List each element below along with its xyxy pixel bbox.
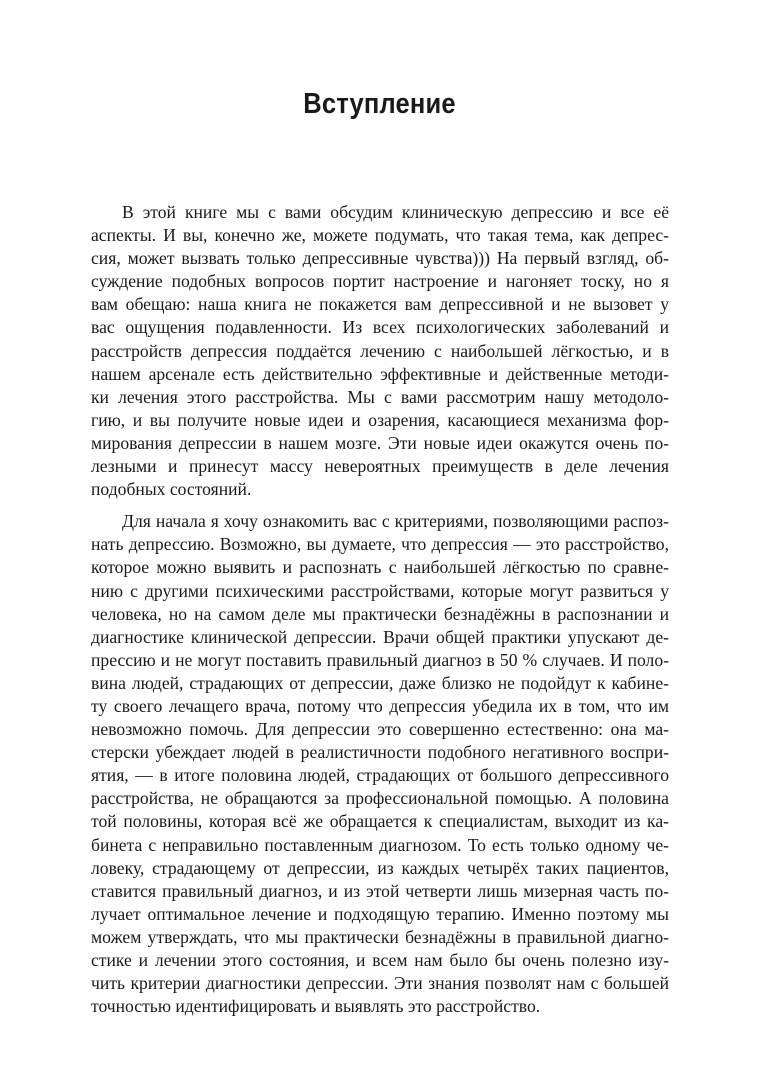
text-line: стерски убеждает людей в реалистичности подобного негативного воспри-: [91, 742, 669, 763]
text-line: лезными и принесут массу невероятных преимуществ в деле лечения: [91, 456, 669, 477]
text-line: бинета с неправильно поставленным диагнозом. То есть только одному че-: [91, 834, 669, 855]
text-line: ятия, — в итоге половина людей, страдающих от большого депрессивного: [91, 765, 669, 786]
text-line: нашем арсенале есть действительно эффективные и действенные методи-: [91, 363, 669, 384]
text-line: подобных состояний.: [91, 479, 252, 500]
text-line: точностью идентифицировать и выявлять это расстройство.: [91, 996, 541, 1017]
paragraph-1: [91, 201, 669, 501]
paragraph-gap: [91, 501, 669, 510]
text-line: расстройства, не обращаются за профессиональной помощью. А половина: [91, 788, 669, 809]
text-line: сия, может вызвать только депрессивные чувства))) На первый взгляд, об-: [91, 248, 669, 269]
paragraph-2: [91, 510, 669, 1018]
text-line: стике и лечении этого состояния, и всем нам было бы очень полезно изу-: [91, 950, 669, 970]
text-line: вам обещаю: наша книга не покажется вам депрессивной и не вызовет у: [91, 294, 669, 315]
chapter-title: Вступление: [303, 88, 456, 120]
text-line: вас ощущения подавленности. Из всех психологических заболеваний и: [91, 317, 669, 338]
text-line: аспекты. И вы, конечно же, можете подумать, что такая тема, как депрес-: [91, 225, 669, 246]
text-line: расстройств депрессия поддаётся лечению с наибольшей лёгкостью, и в: [91, 340, 669, 361]
text-line: чить критерии диагностики депрессии. Эти знания позволят нам с большей: [91, 973, 669, 994]
text-line: суждение подобных вопросов портит настроение и нагоняет тоску, но я: [91, 271, 669, 292]
text-line: человека, но на самом деле мы практически безнадёжны в распознании и: [91, 603, 669, 624]
text-line: вина людей, страдающих от депрессии, даже близко не подойдут к кабине-: [91, 672, 669, 693]
text-line: ки лечения этого расстройства. Мы с вами рассмотрим нашу методоло-: [91, 386, 669, 407]
text-line: той половины, которая всё же обращается к специалистам, выходит из ка-: [91, 811, 669, 832]
text-line: лучает оптимальное лечение и подходящую терапию. Именно поэтому мы: [91, 903, 669, 924]
text-line: нию с другими психическими расстройствами, которые могут развиться у: [91, 580, 669, 601]
text-line: ту своего лечащего врача, потому что депрессия убедила их в том, что им: [91, 695, 669, 716]
text-line: гию, и вы получите новые идеи и озарения, касающиеся механизма фор-: [91, 409, 669, 430]
text-line: В этой книге мы с вами обсудим клиническую депрессию и все её: [122, 202, 669, 222]
text-line: Для начала я хочу ознакомить вас с критериями, позволяющими распоз-: [122, 511, 669, 532]
text-line: мирования депрессии в нашем мозге. Эти новые идеи окажутся очень по-: [91, 432, 669, 453]
body-text: [91, 201, 669, 1018]
text-line: можем утверждать, что мы практически безнадёжны в правильной диагно-: [91, 926, 669, 947]
text-line: нать депрессию. Возможно, вы думаете, что депрессия — это расстройство,: [91, 534, 669, 555]
text-line: невозможно помочь. Для депрессии это совершенно естественно: она ма-: [91, 719, 669, 740]
text-line: диагностике клинической депрессии. Врачи общей практики упускают де-: [91, 626, 669, 647]
text-line: ставится правильный диагноз, и из этой четверти лишь мизерная часть по-: [91, 880, 669, 901]
text-line: которое можно выявить и распознать с наибольшей лёгкостью по сравне-: [91, 557, 669, 578]
text-line: прессию и не могут поставить правильный диагноз в 50 % случаев. И поло-: [91, 649, 669, 670]
text-line: ловеку, страдающему от депрессии, из каждых четырёх таких пациентов,: [91, 857, 669, 878]
